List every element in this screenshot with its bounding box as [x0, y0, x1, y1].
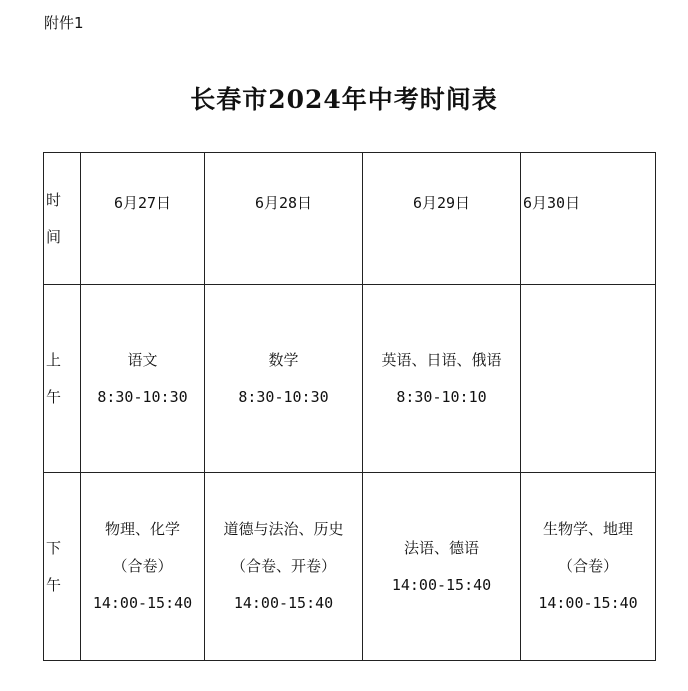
- time-text: 14:00-15:40: [233, 594, 334, 612]
- morning-cell-1: [81, 285, 205, 473]
- afternoon-cell-3: [363, 473, 521, 661]
- subject-text: 数学: [268, 350, 299, 369]
- afternoon-row: [44, 473, 656, 661]
- row-label-char: 间: [46, 227, 62, 246]
- note-text: （合卷）: [112, 557, 173, 575]
- note-text: （合卷）: [557, 557, 618, 575]
- afternoon-cell-1: [81, 473, 205, 661]
- row-label-char: 时: [46, 190, 62, 209]
- page-title: 长春市2024年中考时间表: [190, 85, 498, 114]
- time-text: 14:00-15:40: [538, 594, 638, 612]
- subject-text: 法语、德语: [403, 538, 479, 557]
- date-cell-2: 6月28日: [205, 153, 363, 285]
- attachment-label: 附件1: [44, 14, 84, 32]
- morning-cell-4-empty: [521, 285, 656, 473]
- row-label-char: 午: [46, 575, 62, 594]
- subject-text: 物理、化学: [104, 520, 180, 538]
- morning-row: [44, 285, 656, 473]
- afternoon-cell-2: [205, 473, 363, 661]
- subject-text: 语文: [127, 350, 158, 369]
- morning-cell-2: [205, 285, 363, 473]
- morning-cell-3: [363, 285, 521, 473]
- date-cell-4: 6月30日: [521, 153, 656, 285]
- time-text: 14:00-15:40: [391, 575, 492, 594]
- time-label-cell: [44, 153, 81, 285]
- afternoon-cell-4: [521, 473, 656, 661]
- date-cell-1: 6月27日: [81, 153, 205, 285]
- date-row: [44, 153, 656, 285]
- afternoon-label-cell: [44, 473, 81, 661]
- exam-schedule-table: [43, 152, 656, 661]
- date-cell-3: 6月29日: [363, 153, 521, 285]
- time-text: 8:30-10:30: [97, 387, 188, 406]
- subject-text: 生物学、地理: [542, 520, 633, 538]
- time-text: 8:30-10:30: [238, 387, 329, 406]
- subject-text: 道德与法治、历史: [223, 520, 344, 538]
- note-text: （合卷、开卷）: [230, 557, 336, 575]
- row-label-char: 下: [46, 538, 62, 557]
- subject-text: 英语、日语、俄语: [381, 350, 502, 369]
- row-label-char: 上: [46, 350, 62, 369]
- time-text: 14:00-15:40: [92, 594, 193, 612]
- morning-label-cell: [44, 285, 81, 473]
- time-text: 8:30-10:10: [396, 387, 487, 406]
- row-label-char: 午: [46, 387, 62, 406]
